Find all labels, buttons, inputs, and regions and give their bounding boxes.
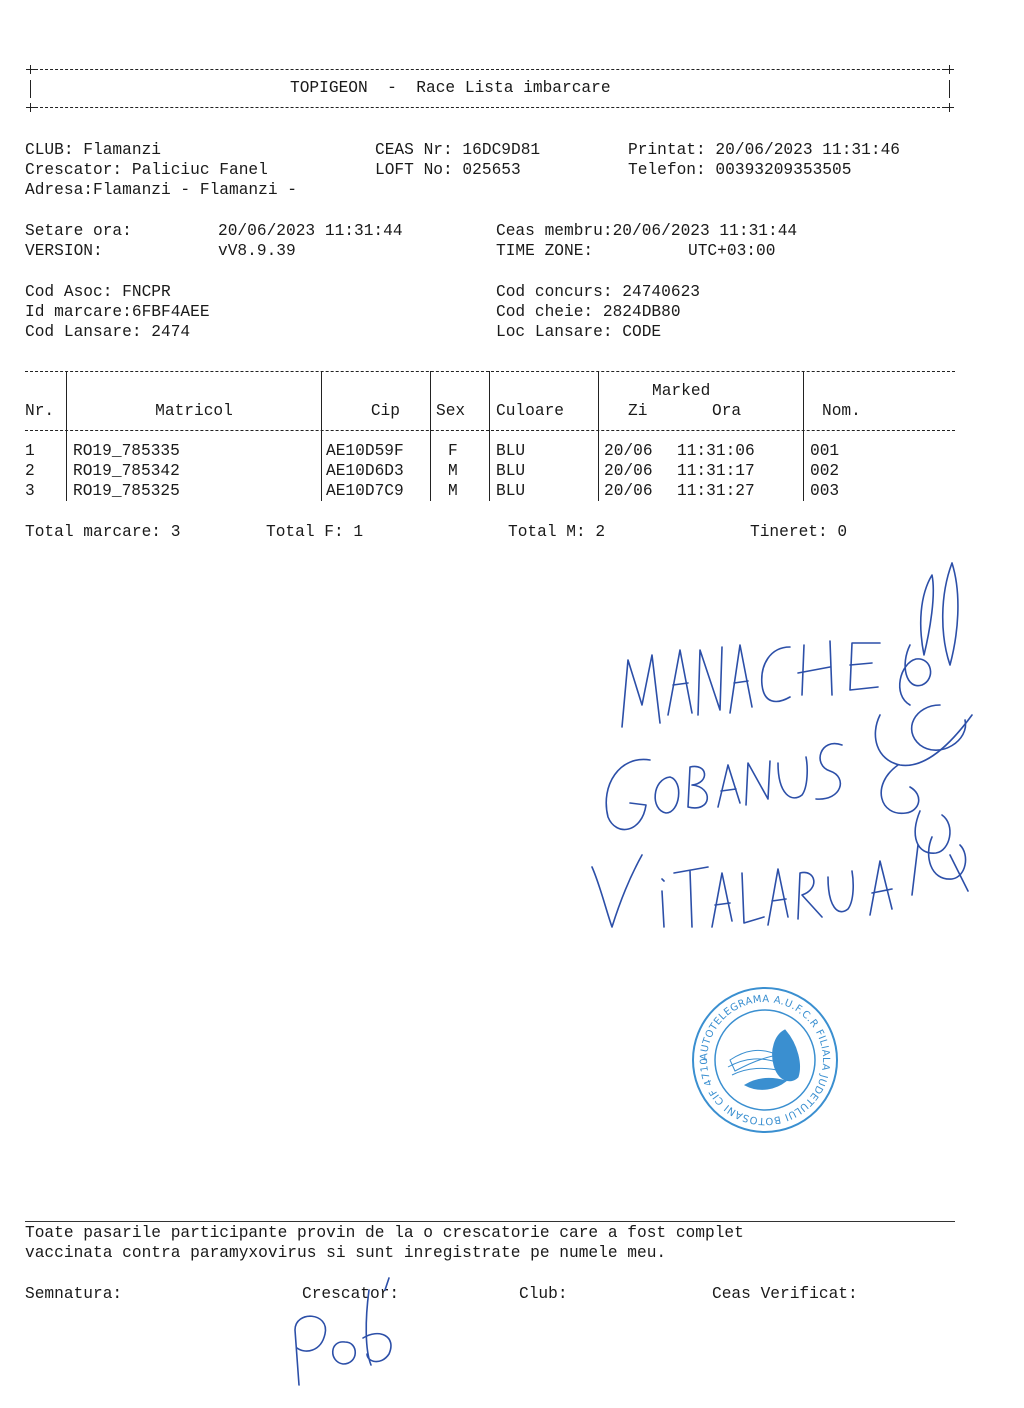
title-box-left (30, 80, 31, 98)
version-value: vV8.9.39 (218, 242, 296, 260)
association-stamp (686, 977, 840, 1135)
col-sep (430, 371, 431, 501)
cell-nom: 002 (810, 462, 840, 480)
cell-culoare: BLU (496, 442, 526, 460)
cod-lansare: Cod Lansare: 2474 (25, 323, 191, 341)
club-line: CLUB: Flamanzi (25, 141, 161, 159)
title-box-top (30, 69, 950, 70)
cell-zi: 20/06 (604, 482, 653, 500)
cell-ora: 11:31:27 (677, 482, 755, 500)
cod-cheie: Cod cheie: 2824DB80 (496, 303, 681, 321)
svg-text:AUTOTELEGRAMA A.U.F.C.R FILIAL: AUTOTELEGRAMA A.U.F.C.R FILIALA JUDETULUI BOTOSANI CIF 4710208 (686, 977, 832, 1127)
breeder-signature (285, 1270, 415, 1390)
declaration-line-2: vaccinata contra paramyxovirus si sunt inregistrate pe numele meu. (25, 1244, 667, 1262)
col-sep (489, 371, 490, 501)
loft-no: LOFT No: 025653 (375, 161, 521, 179)
ceas-membru: Ceas membru:20/06/2023 11:31:44 (496, 222, 798, 240)
cod-asoc: Cod Asoc: FNCPR (25, 283, 171, 301)
header-matricol: Matricol (155, 402, 233, 420)
header-zi: Zi (628, 402, 648, 420)
ceas-nr: CEAS Nr: 16DC9D81 (375, 141, 541, 159)
title-box-corner (26, 65, 35, 74)
cell-culoare: BLU (496, 462, 526, 480)
total-f: Total F: 1 (266, 523, 364, 541)
header-nr: Nr. (25, 402, 55, 420)
cell-sex: M (448, 462, 458, 480)
cell-nr: 1 (25, 442, 35, 460)
cell-culoare: BLU (496, 482, 526, 500)
handwritten-signatures (580, 555, 980, 935)
header-ora: Ora (712, 402, 742, 420)
ceas-verificat-label: Ceas Verificat: (712, 1285, 858, 1303)
loc-lansare: Loc Lansare: CODE (496, 323, 662, 341)
title-box-corner (26, 103, 35, 112)
cell-ora: 11:31:06 (677, 442, 755, 460)
total-marcare: Total marcare: 3 (25, 523, 181, 541)
header-sex: Sex (436, 402, 466, 420)
document-title: TOPIGEON - Race Lista imbarcare (290, 79, 611, 97)
cell-matricol: RO19_785342 (73, 462, 180, 480)
club-label: Club: (519, 1285, 568, 1303)
table-top-rule (25, 371, 955, 372)
cell-sex: F (448, 442, 458, 460)
printat: Printat: 20/06/2023 11:31:46 (628, 141, 900, 159)
table-header-rule (25, 430, 955, 431)
title-box-corner (945, 103, 954, 112)
semnatura-label: Semnatura: (25, 1285, 123, 1303)
adresa-line: Adresa:Flamanzi - Flamanzi - (25, 181, 297, 199)
id-marcare: Id marcare:6FBF4AEE (25, 303, 210, 321)
title-box-right (949, 80, 950, 98)
footer-rule (25, 1221, 955, 1222)
col-sep (321, 371, 322, 501)
title-box-corner (945, 65, 954, 74)
setare-label: Setare ora: (25, 222, 132, 240)
telefon: Telefon: 00393209353505 (628, 161, 852, 179)
cell-nr: 3 (25, 482, 35, 500)
crescator-label: Crescator: (302, 1285, 400, 1303)
cell-zi: 20/06 (604, 442, 653, 460)
col-sep (66, 371, 67, 501)
cell-ora: 11:31:17 (677, 462, 755, 480)
cell-matricol: RO19_785325 (73, 482, 180, 500)
cell-nom: 001 (810, 442, 840, 460)
version-label: VERSION: (25, 242, 103, 260)
cell-cip: AE10D59F (326, 442, 404, 460)
col-sep (598, 371, 599, 501)
crescator-line: Crescator: Paliciuc Fanel (25, 161, 268, 179)
timezone-label: TIME ZONE: (496, 242, 594, 260)
cell-sex: M (448, 482, 458, 500)
header-culoare: Culoare (496, 402, 564, 420)
cell-matricol: RO19_785335 (73, 442, 180, 460)
declaration-line-1: Toate pasarile participante provin de la o crescatorie care a fost complet (25, 1224, 744, 1242)
cell-cip: AE10D6D3 (326, 462, 404, 480)
setare-value: 20/06/2023 11:31:44 (218, 222, 403, 240)
header-nom: Nom. (822, 402, 861, 420)
title-box-bottom (30, 107, 950, 108)
header-cip: Cip (370, 402, 400, 420)
cell-cip: AE10D7C9 (326, 482, 404, 500)
cod-concurs: Cod concurs: 24740623 (496, 283, 700, 301)
total-m: Total M: 2 (508, 523, 606, 541)
col-sep (803, 371, 804, 501)
tineret: Tineret: 0 (750, 523, 848, 541)
cell-zi: 20/06 (604, 462, 653, 480)
cell-nr: 2 (25, 462, 35, 480)
header-marked: Marked (652, 382, 711, 400)
timezone-value: UTC+03:00 (688, 242, 776, 260)
cell-nom: 003 (810, 482, 840, 500)
